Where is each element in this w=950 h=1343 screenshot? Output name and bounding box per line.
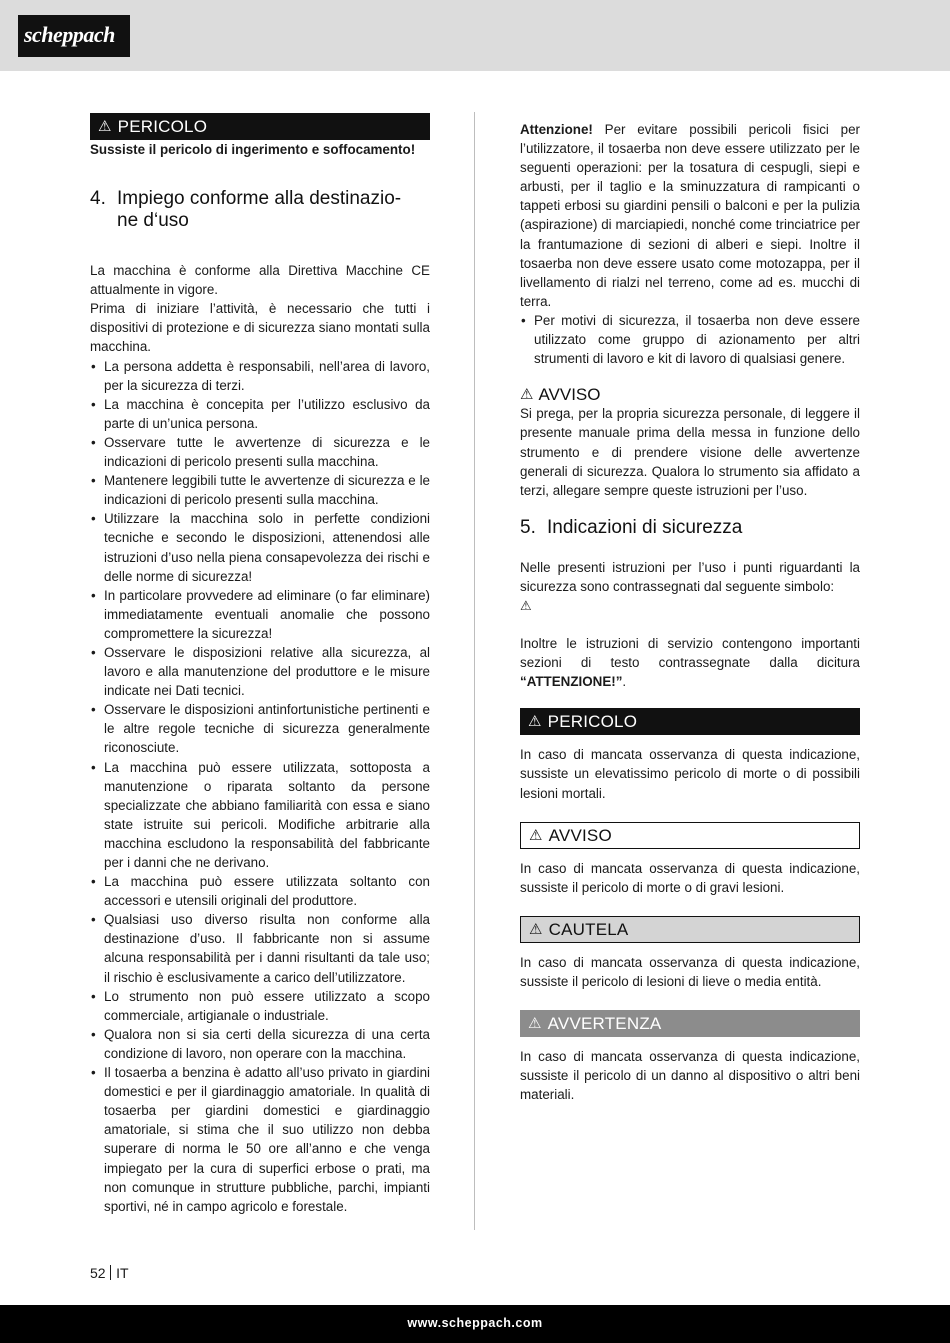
scheppach-logo: [18, 15, 130, 57]
warning-triangle-icon: ⚠: [528, 713, 542, 731]
level-danger-box: [520, 708, 860, 735]
list-item: • La persona addetta è responsabili, nell’area di lavoro, per la sicurezza di terzi.: [90, 357, 430, 395]
level-notice-box: [520, 822, 860, 849]
list-item: • La macchina può essere utilizzata, sottoposta a manutenzione o riparata soltanto da persone specializzate che abbiano familiarità con essa e siano state istruite sui pericoli. Modifiche arbitrarie alla macchina escludono la responsabilità del fabbricante per i danni che ne derivano.: [90, 758, 430, 873]
left-column: [90, 113, 430, 1216]
language-code: IT: [116, 1265, 129, 1281]
danger-label: PERICOLO: [117, 116, 208, 136]
attention-label: Attenzione!: [520, 122, 593, 137]
danger-label-box: [90, 113, 430, 140]
level-caution-text: In caso di mancata osservanza di questa indicazione, sussiste il pericolo di lesioni di lieve o media entità.: [520, 954, 860, 989]
section-4-title-line2: ne d‘uso: [117, 210, 189, 232]
list-item: • Per motivi di sicurezza, il tosaerba non deve essere utilizzato come gruppo di azionamento per altri strumenti di lavoro e kit di lavoro di qualsiasi genere.: [520, 311, 860, 368]
level-warning-text: In caso di mancata osservanza di questa indicazione, sussiste il pericolo di un danno al dispositivo o altri beni materiali.: [520, 1049, 860, 1103]
right-column: [520, 120, 860, 1104]
warning-triangle-icon: ⚠: [520, 386, 534, 404]
warning-triangle-icon: ⚠: [520, 597, 532, 613]
attention-paragraph: [520, 120, 860, 311]
attention-text: Per evitare possibili pericoli fisici per l’utilizzatore, il tosaerba non deve essere utilizzato per le seguenti operazioni: per la tosatura di cespugli, siepi e arbusti, per il taglio e la sminuzzatura di rampicanti o tappeti erbosi su giardini pensili o balconi e per la pulizia (aspirazione) di marciapiedi, nonché come trinciatrice per la frantumazione di sezioni di alberi e siepi. Inoltre il tosaerba non deve essere usato come motozappa, per il livellamento di rialzi nel terreno, come ad es. mucchi di terra.: [520, 122, 860, 309]
section-4-intro-1: La macchina è conforme alla Direttiva Macchine CE attualmente in vigore.: [90, 263, 430, 298]
level-label: CAUTELA: [548, 919, 629, 939]
attention-bullet-list: [520, 311, 860, 368]
attention-keyword: “ATTENZIONE!”: [520, 674, 623, 690]
level-label: AVVISO: [548, 825, 612, 845]
danger-text: Sussiste il pericolo di ingerimento e soffocamento!: [90, 142, 416, 157]
warning-triangle-icon: ⚠: [529, 826, 543, 844]
list-item: • Utilizzare la macchina solo in perfette condizioni tecniche e secondo le disposizioni, attenendosi alle istruzioni d’uso nella piena consapevolezza dei rischi e delle norme di sicurezza!: [90, 509, 430, 585]
notice-label: AVVISO: [538, 385, 601, 405]
warning-triangle-icon: ⚠: [98, 117, 112, 135]
level-notice-text: In caso di mancata osservanza di questa indicazione, sussiste il pericolo di morte o di gravi lesioni.: [520, 860, 860, 895]
warning-triangle-icon: ⚠: [529, 920, 543, 938]
logo-wordmark: scheppach: [24, 22, 115, 47]
level-warning-box: [520, 1010, 860, 1037]
level-danger-text: In caso di mancata osservanza di questa indicazione, sussiste un elevatissimo pericolo di morte o di possibili lesioni mortali.: [520, 747, 860, 801]
section-4-bullet-list: [90, 357, 430, 1216]
list-item: • Osservare tutte le avvertenze di sicurezza e le indicazioni di pericolo presenti sulla macchina.: [90, 433, 430, 471]
section-4-number: 4.: [90, 188, 106, 210]
list-item: • Qualora non si sia certi della sicurezza di una certa condizione di lavoro, non operare con la macchina.: [90, 1025, 430, 1063]
section-5-title: [520, 517, 860, 539]
list-item: • Mantenere leggibili tutte le avvertenze di sicurezza e le indicazioni di pericolo presenti sulla macchina.: [90, 471, 430, 509]
section-4-intro-2: Prima di iniziare l’attività, è necessario che tutti i dispositivi di protezione e di sicurezza siano montati sulla macchina.: [90, 301, 430, 355]
list-item: • Qualsiasi uso diverso risulta non conforme alla destinazione d’uso. Il fabbricante non si assume alcuna responsabilità per i danni risultanti da tale uso; il rischio è esclusivamente a carico dell’utilizzatore.: [90, 910, 430, 986]
list-item: • Lo strumento non può essere utilizzato a scopo commerciale, artigianale o industriale.: [90, 987, 430, 1025]
level-label: AVVERTENZA: [547, 1013, 662, 1033]
warning-triangle-icon: ⚠: [528, 1014, 542, 1032]
section-5-number: 5.: [520, 516, 536, 538]
level-caution-box: [520, 916, 860, 943]
section-4-title-line1: Impiego conforme alla destinazio-: [117, 188, 402, 210]
level-label: PERICOLO: [547, 712, 638, 732]
page-number: 52 IT: [90, 1265, 129, 1281]
list-item: • In particolare provvedere ad eliminare (o far eliminare) immediatamente eventuali anomalie che possono compromettere la sicurezza!: [90, 586, 430, 643]
notice-heading: [520, 385, 860, 404]
footer-bar: [0, 1305, 950, 1343]
list-item: • Osservare le disposizioni relative alla sicurezza, al lavoro e alla manutenzione del produttore e le misure indicate nei Dati tecnici.: [90, 643, 430, 700]
column-divider: [474, 112, 475, 1230]
section-5-paragraph-1: Nelle presenti istruzioni per l’uso i punti riguardanti la sicurezza sono contrassegnati dal seguente simbolo: ⚠: [520, 559, 860, 613]
header-bar: [0, 0, 950, 71]
list-item: • La macchina è concepita per l’utilizzo esclusivo da parte di un’unica persona.: [90, 395, 430, 433]
notice-text: Si prega, per la propria sicurezza personale, di leggere il presente manuale prima della messa in funzione dello strumento e di prendere visione delle avvertenze generali di sicurezza. Qualora lo strumento sia affidato a terzi, allegare sempre queste istruzioni per l’uso.: [520, 406, 860, 498]
website-link[interactable]: www.scheppach.com: [407, 1316, 543, 1330]
list-item: • Il tosaerba a benzina è adatto all’uso privato in giardini domestici e per il giardinaggio amatoriale. In qualità di tosaerba per giardini domestici e giardinaggio amatoriale, si stima che il suo utilizzo non debba superare di norma le 50 ore all’anno e che venga impiegato per la cura di superfici erbose o prati, ma non comunque in strutture pubbliche, parchi, impianti sportivi, né in campo agricolo e forestale.: [90, 1063, 430, 1216]
list-item: • Osservare le disposizioni antinfortunistiche pertinenti e le altre regole tecniche di sicurezza generalmente riconosciute.: [90, 700, 430, 757]
list-item: • La macchina può essere utilizzata soltanto con accessori e utensili originali del produttore.: [90, 872, 430, 910]
section-4-title: [90, 188, 430, 232]
section-5-paragraph-2: Inoltre le istruzioni di servizio contengono importanti sezioni di testo contrassegnate dalla dicitura “ATTENZIONE!”.: [520, 636, 860, 690]
section-5-title-text: Indicazioni di sicurezza: [547, 516, 743, 538]
